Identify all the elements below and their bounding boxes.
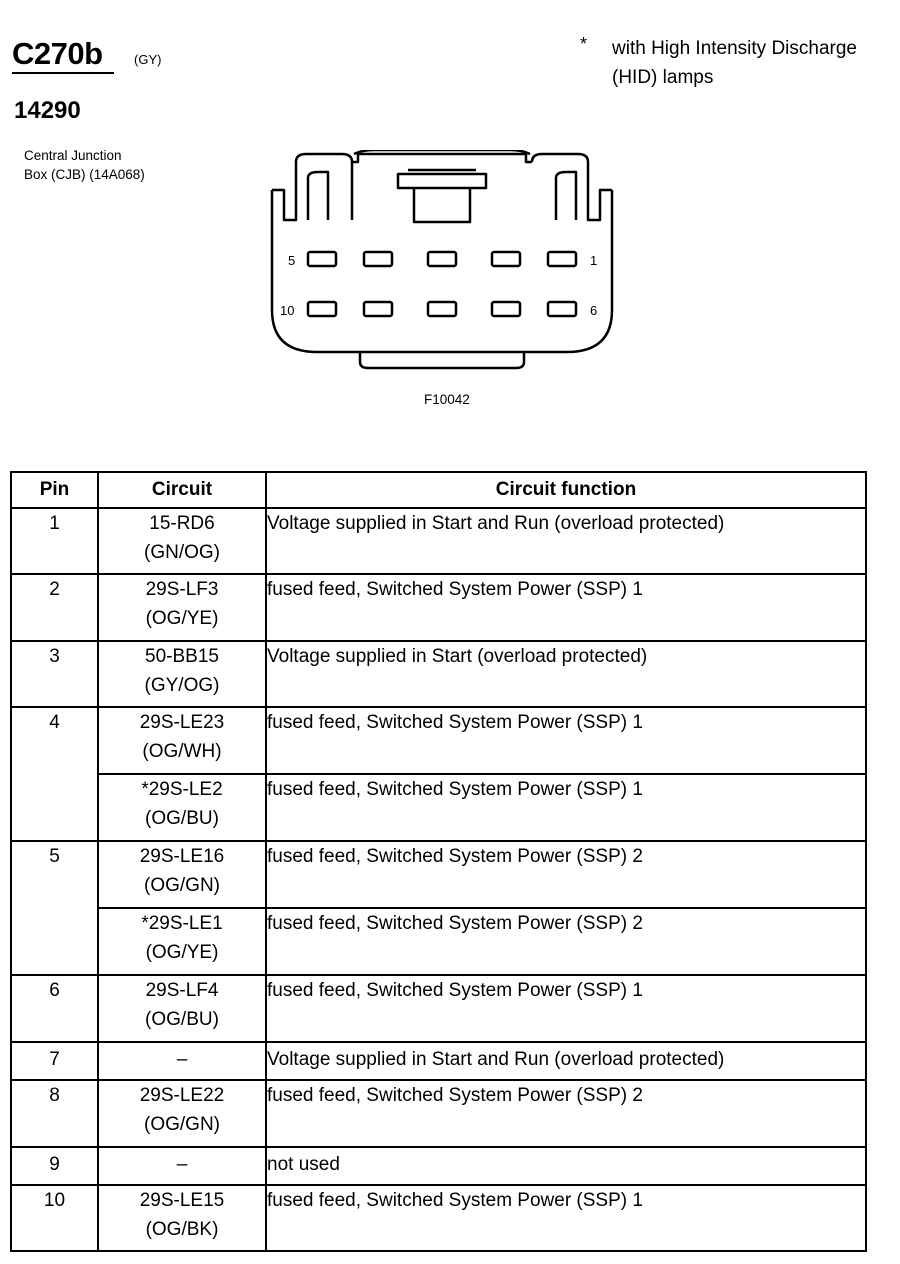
circuit-number: 29S-LE23: [139, 712, 225, 733]
header-circuit: Circuit: [98, 472, 266, 508]
circuit-number: 29S-LE16: [139, 846, 225, 867]
table-row: [11, 908, 866, 975]
pin-row-top: [308, 252, 576, 266]
table-row: [11, 1042, 866, 1080]
circuit-color: (OG/YE): [145, 608, 219, 629]
circuit-function: Voltage supplied in Start and Run (overload protected): [266, 1042, 866, 1080]
table-row: [11, 975, 866, 1042]
circuit-function: fused feed, Switched System Power (SSP) 1: [266, 574, 866, 641]
circuit-number: –: [176, 1154, 188, 1175]
circuit-number: 15-RD6: [149, 513, 215, 534]
circuit: [98, 574, 266, 641]
pin-cavity-1: [548, 252, 576, 266]
circuit: [98, 641, 266, 707]
pin-number: 7: [11, 1042, 98, 1080]
circuit-function: fused feed, Switched System Power (SSP) 1: [266, 975, 866, 1042]
pin-label-1: 1: [590, 253, 598, 268]
connector-color: (GY): [134, 52, 162, 67]
circuit-number: 50-BB15: [145, 646, 219, 667]
pin-label-5: 5: [288, 253, 296, 268]
circuit-function: Voltage supplied in Start (overload protected): [266, 641, 866, 707]
circuit-color: (GN/OG): [144, 542, 220, 563]
circuit-function: fused feed, Switched System Power (SSP) 2: [266, 841, 866, 908]
pin-number: 2: [11, 574, 98, 641]
table-row: [11, 707, 866, 774]
pin-number: 9: [11, 1147, 98, 1185]
circuit-function: fused feed, Switched System Power (SSP) 2: [266, 908, 866, 975]
center-latch-stem: [414, 188, 470, 222]
connector-id: C270b: [12, 36, 103, 71]
circuit: [98, 1185, 266, 1251]
circuit: [98, 841, 266, 908]
circuit: [98, 707, 266, 774]
table-row: [11, 641, 866, 707]
pin-number: 3: [11, 641, 98, 707]
circuit: [98, 975, 266, 1042]
circuit-color: (OG/YE): [145, 942, 219, 963]
circuit-function: fused feed, Switched System Power (SSP) 1: [266, 707, 866, 774]
pin-label-10: 10: [280, 303, 295, 318]
pin-cavity-4: [364, 252, 392, 266]
pin-number: 5: [11, 841, 98, 975]
circuit: [98, 1147, 266, 1185]
circuit-color: (OG/WH): [142, 741, 222, 762]
circuit-number: –: [176, 1049, 188, 1070]
component-line-2: Box (CJB) (14A068): [24, 167, 145, 182]
circuit-color: (OG/GN): [144, 875, 220, 896]
pin-cavity-9: [364, 302, 392, 316]
circuit-number: *29S-LE2: [141, 779, 223, 800]
connector-bottom-key: [360, 352, 524, 368]
circuit-function: fused feed, Switched System Power (SSP) 1: [266, 774, 866, 841]
circuit-number: 29S-LF3: [145, 579, 219, 600]
pin-number: 4: [11, 707, 98, 841]
table-row: [11, 774, 866, 841]
pin-cavity-5: [308, 252, 336, 266]
circuit: [98, 908, 266, 975]
table-row: [11, 574, 866, 641]
circuit-number: 29S-LE22: [139, 1085, 225, 1106]
pin-number: 10: [11, 1185, 98, 1251]
table-row: [11, 1080, 866, 1147]
pin-cavity-2: [492, 252, 520, 266]
header-function: Circuit function: [266, 472, 866, 508]
connector-face-diagram: [262, 150, 622, 370]
circuit-number: 29S-LE15: [139, 1190, 225, 1211]
pin-row-bottom: [308, 302, 576, 316]
circuit-color: (OG/BU): [145, 1009, 219, 1030]
table-row: [11, 1185, 866, 1251]
table-row: [11, 508, 866, 574]
circuit-number: 29S-LF4: [145, 980, 219, 1001]
circuit-function: not used: [266, 1147, 866, 1185]
pin-cavity-6: [548, 302, 576, 316]
connector-body-outline: [272, 190, 612, 352]
figure-id: F10042: [424, 392, 470, 407]
left-latch: [308, 172, 328, 220]
table-header-row: [11, 472, 866, 508]
pin-number: 8: [11, 1080, 98, 1147]
table-row: [11, 841, 866, 908]
table-row: [11, 1147, 866, 1185]
circuit-function: Voltage supplied in Start and Run (overload protected): [266, 508, 866, 574]
pin-number: 6: [11, 975, 98, 1042]
component-name: [24, 146, 145, 184]
circuit-color: (GY/OG): [144, 675, 220, 696]
pin-cavity-7: [492, 302, 520, 316]
pin-cavity-10: [308, 302, 336, 316]
pin-number: 1: [11, 508, 98, 574]
footnote-symbol: *: [580, 34, 588, 54]
pin-cavity-8: [428, 302, 456, 316]
circuit-number: *29S-LE1: [141, 913, 223, 934]
pin-cavity-3: [428, 252, 456, 266]
header-pin: Pin: [11, 472, 98, 508]
circuit: [98, 508, 266, 574]
right-latch: [556, 172, 576, 220]
pin-label-6: 6: [590, 303, 598, 318]
circuit-function: fused feed, Switched System Power (SSP) 2: [266, 1080, 866, 1147]
pin-table: [10, 471, 867, 1252]
circuit: [98, 774, 266, 841]
circuit-function: fused feed, Switched System Power (SSP) 1: [266, 1185, 866, 1251]
circuit-color: (OG/BK): [145, 1219, 219, 1240]
component-line-1: Central Junction: [24, 148, 122, 163]
circuit-color: (OG/GN): [144, 1114, 220, 1135]
footnote-text: with High Intensity Discharge (HID) lamps: [612, 38, 857, 88]
circuit: [98, 1042, 266, 1080]
connector-id-underline: [12, 72, 114, 74]
part-number: 14290: [14, 97, 81, 124]
circuit: [98, 1080, 266, 1147]
center-latch-bar: [398, 174, 486, 188]
circuit-color: (OG/BU): [145, 808, 219, 829]
